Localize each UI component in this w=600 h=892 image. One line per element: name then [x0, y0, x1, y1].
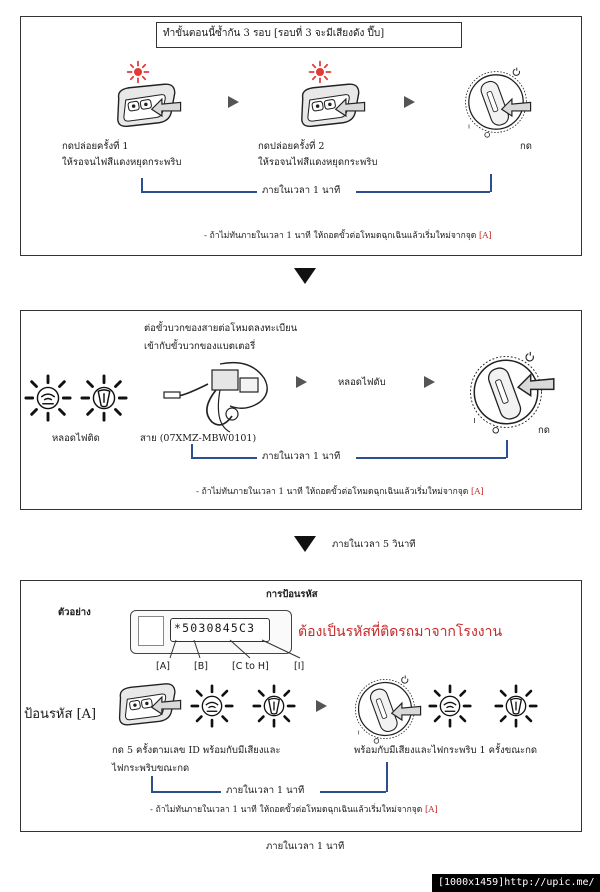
timer-bracket-right [506, 440, 508, 458]
battery-cable-illustration [160, 354, 280, 434]
section3-note: - ถ้าไม่ทันภายในเวลา 1 นาที ให้ถอดขั้วต่อโหมดฉุกเฉินแล้วเริ่มใหม่จากจุด [A] [150, 805, 438, 815]
press-hand-arrow-icon [150, 92, 184, 118]
timer-bracket-bottom-left [151, 791, 221, 793]
lamp-on-label: หลอดไฟติด [52, 433, 100, 444]
label-a: [A] [156, 661, 170, 672]
section-1-header: ทำขั้นตอนนี้ซ้ำกัน 3 รอบ [รอบที่ 3 จะมีเสียงดัง ปี๊บ] [163, 28, 385, 39]
bottom-timer: ภายในเวลา 1 นาที [266, 841, 345, 852]
section2-timer: ภายในเวลา 1 นาที [262, 451, 341, 462]
cable-label: สาย (07XMZ-MBW0101) [140, 433, 257, 444]
timer-bracket-left [191, 444, 193, 458]
section3-timer: ภายในเวลา 1 นาที [226, 785, 305, 796]
connect-line1: ต่อขั้วบวกของสายต่อโหมดลงทะเบียน [144, 323, 298, 334]
section1-timer: ภายในเวลา 1 นาที [262, 185, 341, 196]
timer-bracket-right [490, 174, 492, 192]
arrow-down-icon [294, 536, 316, 552]
timer-bracket-right [386, 762, 388, 792]
label-c-to-h: [C to H] [232, 661, 269, 672]
timer-bracket-bottom-right [356, 457, 506, 459]
lamp-wave-icon [428, 684, 472, 728]
press-hand-arrow-icon [150, 690, 184, 716]
id-code: *5030845C3 [174, 621, 256, 635]
factory-code-note: ต้องเป็นรหัสที่ติดรถมาจากโรงงาน [298, 624, 503, 640]
press-hand-arrow-icon [390, 696, 424, 722]
press-5-times-line1: กด 5 ครั้งตามเลข ID พร้อมกับมีเสียงและ [112, 745, 281, 756]
press-hand-arrow-icon [334, 92, 368, 118]
watermark-text: [1000x1459]http://upic.me/ [438, 877, 595, 888]
lamp-key-icon [80, 374, 128, 422]
step1-line2: ให้รอจนไฟสีแดงหยุดกระพริบ [62, 157, 182, 168]
lamp-off-label: หลอดไฟดับ [338, 377, 386, 388]
timer-bracket-bottom-right [320, 791, 386, 793]
input-code-label: ป้อนรหัส [A] [24, 707, 97, 722]
lamp-key-icon [494, 684, 538, 728]
timer-bracket-bottom-right [356, 191, 490, 193]
press-hand-arrow-icon [500, 92, 534, 118]
arrow-right-icon [404, 96, 415, 108]
timer-bracket-left [151, 776, 153, 792]
lamp-wave-icon [190, 684, 234, 728]
connect-line2: เข้ากับขั้วบวกของแบตเตอรี่ [144, 341, 256, 352]
arrow-down-icon [294, 268, 316, 284]
lamp-wave-icon [24, 374, 72, 422]
arrow-right-icon [228, 96, 239, 108]
step2-line1: กดปล่อยครั้งที่ 2 [258, 141, 325, 152]
id-label-pointers [150, 636, 320, 662]
section2-note: - ถ้าไม่ทันภายในเวลา 1 นาที ให้ถอดขั้วต่อโหมดฉุกเฉินแล้วเริ่มใหม่จากจุด [A] [196, 487, 484, 497]
step2-line2: ให้รอจนไฟสีแดงหยุดกระพริบ [258, 157, 378, 168]
arrow-right-icon [424, 376, 435, 388]
arrow-right-icon [316, 700, 327, 712]
label-i: [I] [294, 661, 305, 672]
press-label: กด [538, 425, 550, 436]
with-sound-label: พร้อมกับมีเสียงและไฟกระพริบ 1 ครั้งขณะกด [354, 745, 538, 756]
press-hand-arrow-icon [516, 366, 558, 398]
example-label: ตัวอย่าง [58, 607, 91, 618]
section1-note: - ถ้าไม่ทันภายในเวลา 1 นาที ให้ถอดขั้วต่อโหมดฉุกเฉินแล้วเริ่มใหม่จากจุด [A] [204, 231, 492, 241]
code-input-title: การป้อนรหัส [266, 589, 318, 600]
step1-line1: กดปล่อยครั้งที่ 1 [62, 141, 129, 152]
timer-bracket-bottom-left [141, 191, 257, 193]
press-5-times-line2: ไฟกระพริบขณะกด [112, 763, 190, 774]
timer-bracket-left [141, 178, 143, 192]
label-b: [B] [194, 661, 208, 672]
timer-bracket-bottom-left [191, 457, 257, 459]
step3-press: กด [520, 141, 532, 152]
arrow-right-icon [296, 376, 307, 388]
wait-5-seconds: ภายในเวลา 5 วินาที [332, 539, 416, 550]
lamp-key-icon [252, 684, 296, 728]
